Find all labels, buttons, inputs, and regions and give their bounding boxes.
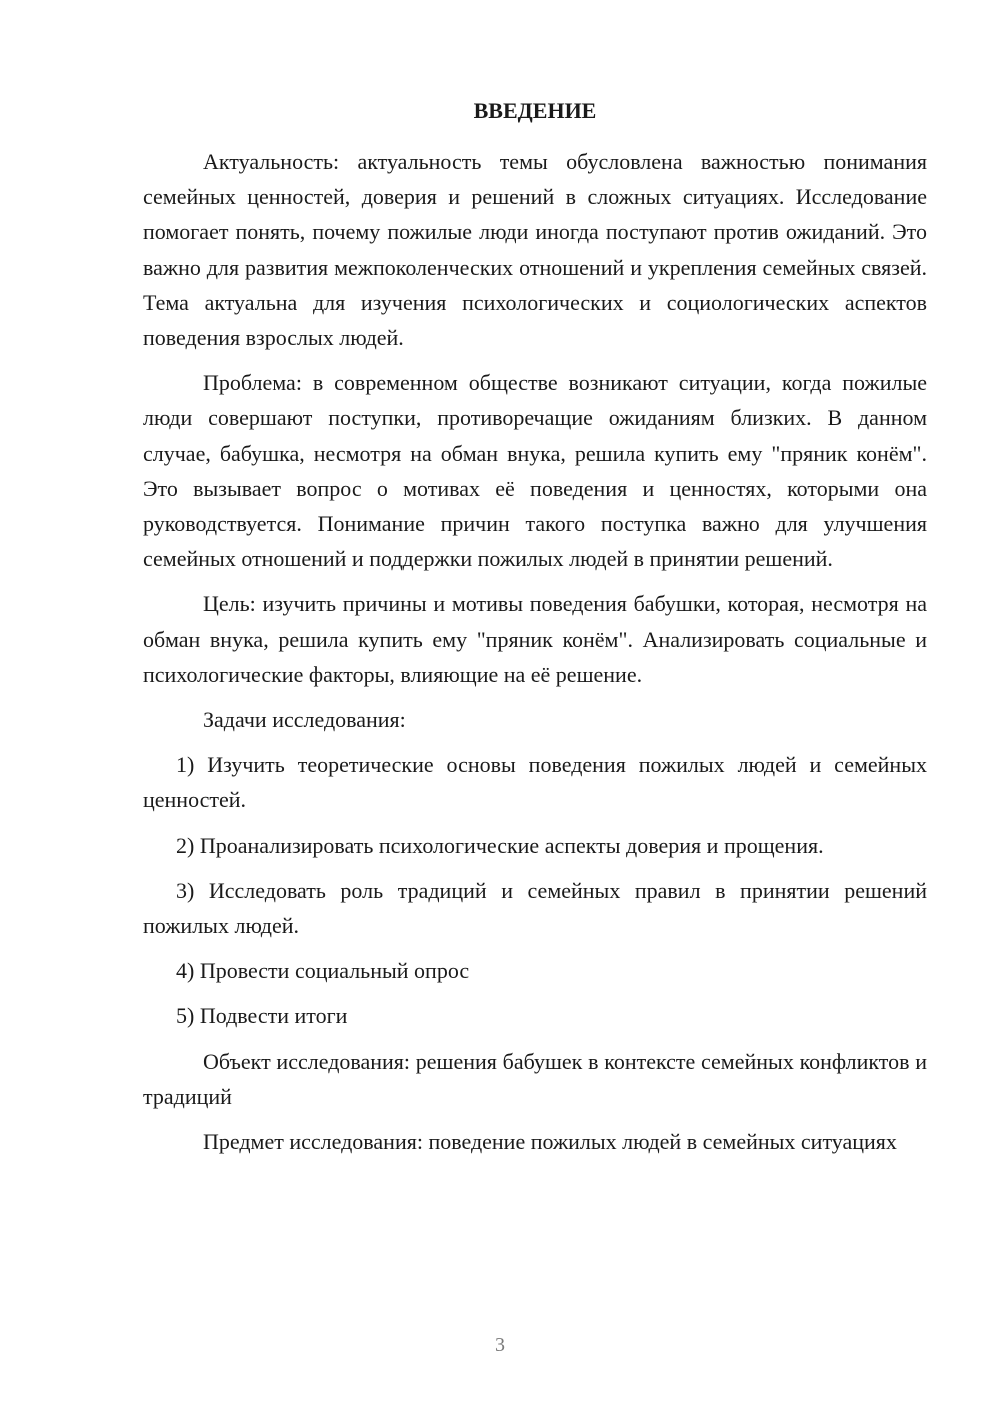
goal-paragraph: Цель: изучить причины и мотивы поведения бабушки, которая, несмотря на обман внука, решила купить ему "пряник конём". Анализировать социальные и психологические факторы, влияющие на её решение. xyxy=(143,591,927,687)
task-item-4: 4) Провести социальный опрос xyxy=(176,958,470,984)
task-item-3: 3) Исследовать роль традиций и семейных правил в принятии решений пожилых людей. xyxy=(143,877,927,939)
task-item-2: 2) Проанализировать психологические аспекты доверия и прощения. xyxy=(176,832,824,858)
tasks-title: Задачи исследования: xyxy=(203,707,406,733)
problem-paragraph: Проблема: в современном обществе возникают ситуации, когда пожилые люди совершают поступки, противоречащие ожиданиям близких. В данном случае, бабушка, несмотря на обман внука, решила купить ему "пряник конём". Это вызывает вопрос о мотивах её поведения и ценностях, которыми она руководствуется. Понимание причин такого поступка важно для улучшения семейных отношений и поддержки пожилых людей в принятии решений. xyxy=(143,370,927,572)
document-page xyxy=(143,96,927,1169)
task-item-5: 5) Подвести итоги xyxy=(176,1003,348,1029)
object-paragraph: Объект исследования: решения бабушек в контексте семейных конфликтов и традиций xyxy=(143,1048,927,1109)
relevance-paragraph: Актуальность: актуальность темы обусловлена важностью понимания семейных ценностей, доверия и решений в сложных ситуациях. Исследование помогает понять, почему пожилые люди иногда поступают против ожиданий. Это важно для развития межпоколенческих отношений и укрепления семейных связей. Тема актуальна для изучения психологических и социологических аспектов поведения взрослых людей. xyxy=(143,149,927,351)
task-item-1: 1) Изучить теоретические основы поведения пожилых людей и семейных ценностей. xyxy=(143,752,927,813)
section-heading: ВВЕДЕНИЕ xyxy=(473,98,597,123)
subject-paragraph: Предмет исследования: поведение пожилых людей в семейных ситуациях xyxy=(203,1129,897,1155)
page-number: 3 xyxy=(495,1334,505,1356)
